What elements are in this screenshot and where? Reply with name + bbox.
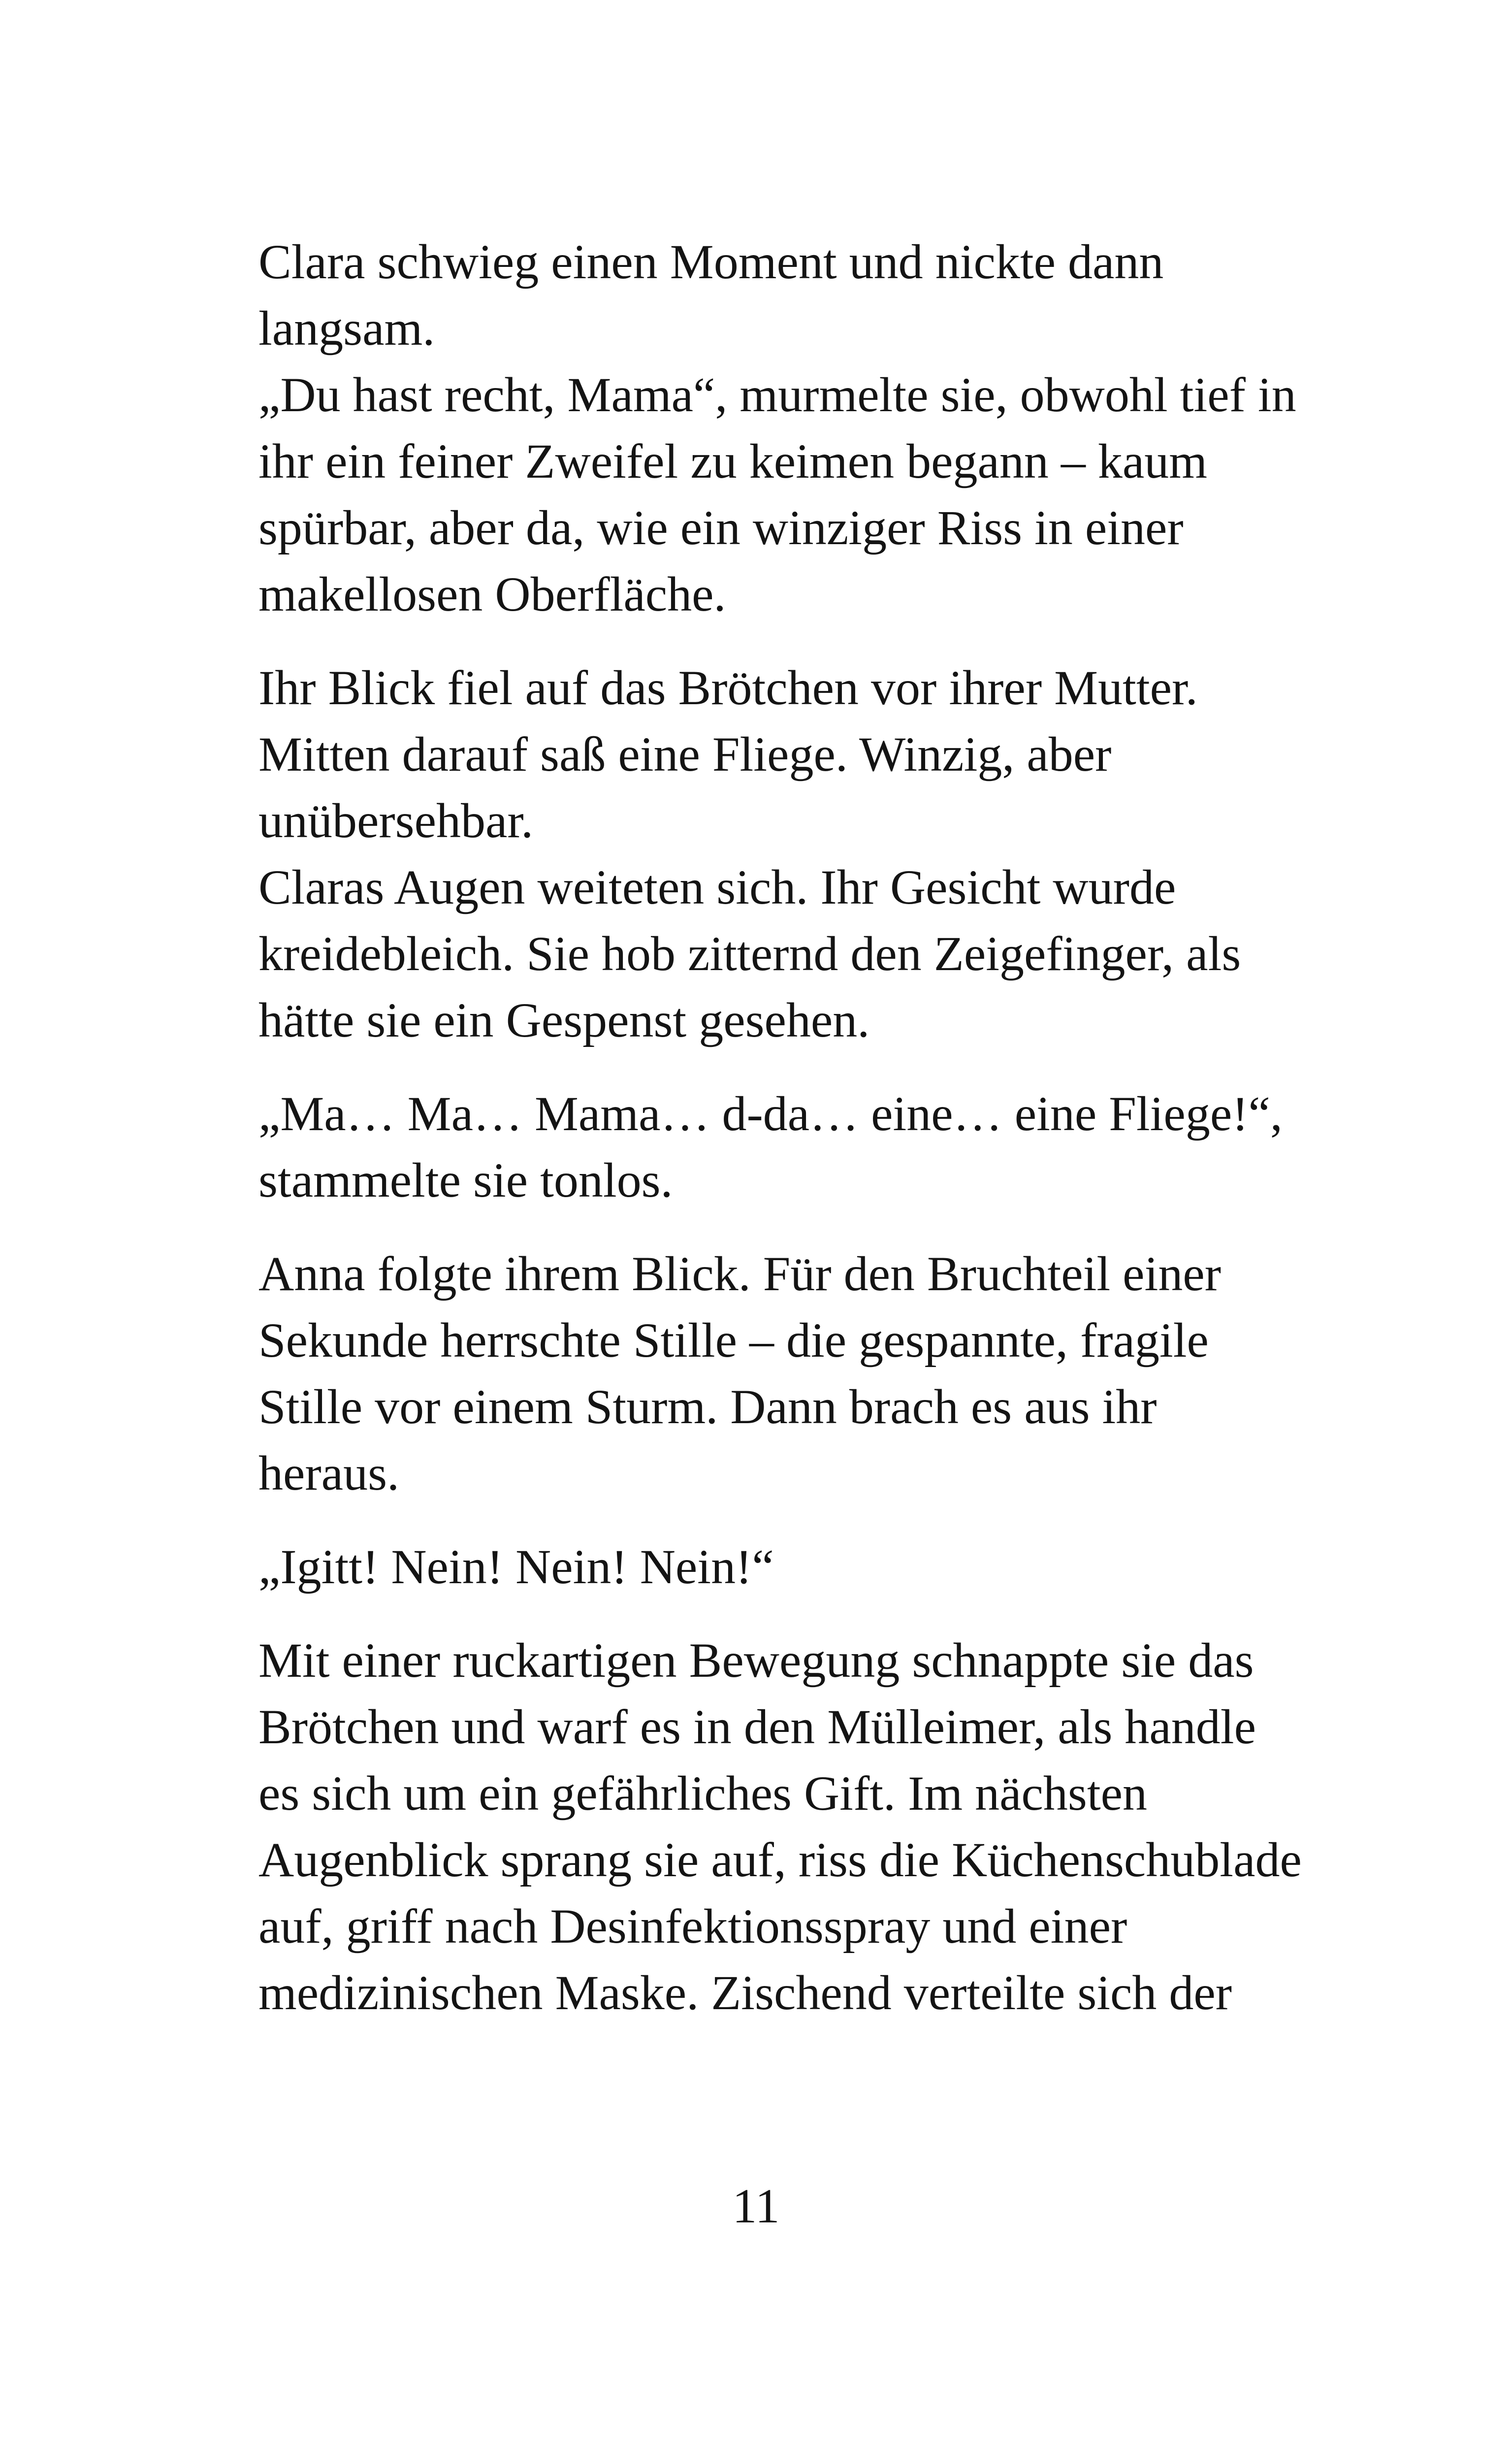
text-line: Stille vor einem Sturm. Dann brach es aus ihr: [258, 1379, 1157, 1434]
text-line: kreidebleich. Sie hob zitternd den Zeigefinger, als: [258, 926, 1241, 981]
text-line: langsam.: [258, 301, 435, 356]
paragraph: [258, 1080, 1332, 1213]
text-line: „Igitt! Nein! Nein! Nein!“: [258, 1539, 774, 1594]
text-line: Brötchen und warf es in den Mülleimer, als handle: [258, 1699, 1256, 1754]
text-line: Augenblick sprang sie auf, riss die Küchenschublade: [258, 1832, 1302, 1887]
paragraph: [258, 1627, 1332, 2026]
text-line: „Du hast recht, Mama“, murmelte sie, obwohl tief in: [258, 367, 1296, 422]
text-line: „Ma… Ma… Mama… d-da… eine… eine Fliege!“,: [258, 1086, 1283, 1141]
body-text: [258, 228, 1332, 2053]
page-number: 11: [732, 2179, 780, 2233]
text-line: Mitten darauf saß eine Fliege. Winzig, aber: [258, 727, 1112, 782]
paragraph: [258, 654, 1332, 1053]
text-line: makellosen Oberfläche.: [258, 567, 726, 621]
text-line: ihr ein feiner Zweifel zu keimen begann – kaum: [258, 434, 1208, 489]
text-line: medizinischen Maske. Zischend verteilte sich der: [258, 1965, 1232, 2020]
text-line: heraus.: [258, 1446, 399, 1500]
text-line: Sekunde herrschte Stille – die gespannte, fragile: [258, 1313, 1209, 1368]
text-line: spürbar, aber da, wie ein winziger Riss in einer: [258, 500, 1184, 555]
text-line: hätte sie ein Gespenst gesehen.: [258, 993, 870, 1047]
text-line: unübersehbar.: [258, 793, 534, 848]
paragraph: [258, 1240, 1332, 1506]
text-line: es sich um ein gefährliches Gift. Im nächsten: [258, 1766, 1147, 1821]
text-line: stammelte sie tonlos.: [258, 1153, 673, 1207]
paragraph: [258, 228, 1332, 627]
paragraph: [258, 1533, 1332, 1600]
text-line: Anna folgte ihrem Blick. Für den Bruchteil einer: [258, 1246, 1222, 1301]
text-line: Mit einer ruckartigen Bewegung schnappte sie das: [258, 1633, 1254, 1688]
text-line: auf, griff nach Desinfektionsspray und einer: [258, 1899, 1127, 1954]
text-line: Clara schwieg einen Moment und nickte dann: [258, 234, 1164, 289]
text-line: Ihr Blick fiel auf das Brötchen vor ihrer Mutter.: [258, 660, 1198, 715]
text-line: Claras Augen weiteten sich. Ihr Gesicht wurde: [258, 860, 1176, 914]
